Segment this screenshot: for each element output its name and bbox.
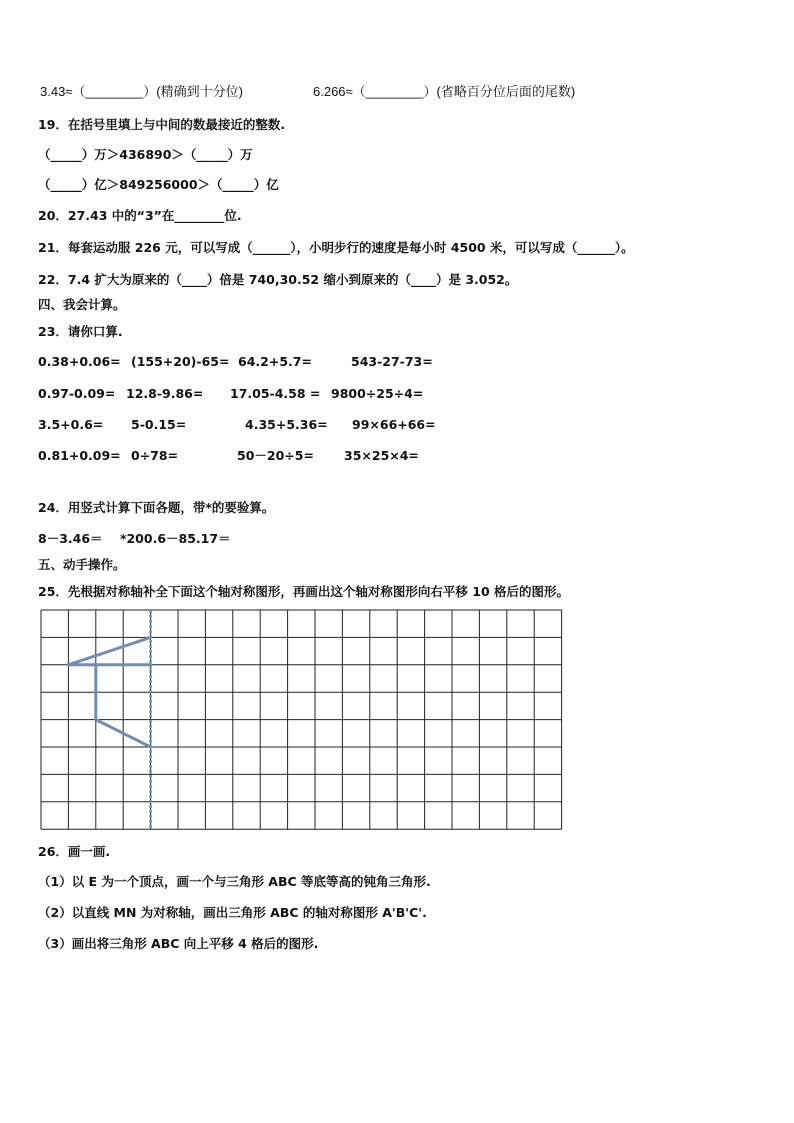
calc-r4-c4: 35×25×4= — [344, 448, 419, 463]
calc-r1-c3: 64.2+5.7= — [238, 354, 312, 369]
calc-r1-c1: 0.38+0.06= — [38, 354, 121, 369]
calc-r2-c4: 9800÷25÷4= — [331, 386, 424, 401]
question-26-item-2: （2）以直线 MN 为对称轴，画出三角形 ABC 的轴对称图形 A'B'C'. — [38, 905, 427, 920]
section-4-heading: 四、我会计算。 — [38, 297, 126, 312]
calc-r4-c3: 50－20÷5= — [237, 448, 314, 463]
question-24-title: 24．用竖式计算下面各题，带*的要验算。 — [38, 500, 275, 515]
calc-r3-c3: 4.35+5.36= — [245, 417, 328, 432]
calc-r3-c4: 99×66+66= — [352, 417, 436, 432]
question-26-item-3: （3）画出将三角形 ABC 向上平移 4 格后的图形. — [38, 936, 319, 951]
question-22: 22．7.4 扩大为原来的（____）倍是 740,30.52 缩小到原来的（____）是 3.052。 — [38, 272, 518, 287]
round-hundredths-question: 6.266≈（________）(省略百分位后面的尾数) — [313, 84, 576, 99]
section-5-heading: 五、动手操作。 — [38, 557, 126, 572]
question-23-title: 23．请你口算. — [38, 324, 123, 339]
calc-r2-c3: 17.05-4.58 = — [230, 386, 321, 401]
question-26-item-1: （1）以 E 为一个顶点，画一个与三角形 ABC 等底等高的钝角三角形. — [38, 874, 431, 889]
round-tenths-question: 3.43≈（________）(精确到十分位) — [40, 84, 243, 99]
question-20: 20．27.43 中的“3”在________位. — [38, 208, 242, 223]
question-25-title: 25．先根据对称轴补全下面这个轴对称图形，再画出这个轴对称图形向右平移 10 格后的图形。 — [38, 584, 569, 599]
question-19-line-1: （_____）万＞436890＞（_____）万 — [38, 147, 253, 162]
calc-r4-c1: 0.81+0.09= — [38, 448, 121, 463]
calc-r3-c1: 3.5+0.6= — [38, 417, 104, 432]
calc-r1-c2: (155+20)-65= — [131, 354, 230, 369]
calc-r2-c2: 12.8-9.86= — [126, 386, 204, 401]
calc-r1-c4: 543-27-73= — [351, 354, 433, 369]
question-26-title: 26．画一画. — [38, 844, 111, 859]
half-shape-segment — [68, 637, 150, 664]
calc-r3-c2: 5-0.15= — [131, 417, 187, 432]
question-19-title: 19．在括号里填上与中间的数最接近的整数. — [38, 117, 286, 132]
question-19-line-2: （_____）亿＞849256000＞（_____）亿 — [38, 177, 279, 192]
question-21: 21．每套运动服 226 元，可以写成（______），小明步行的速度是每小时 4500 米，可以写成（______）。 — [38, 240, 634, 255]
calc-r2-c1: 0.97-0.09= — [38, 386, 116, 401]
question-24-problems: 8－3.46＝ *200.6－85.17＝ — [38, 531, 231, 546]
calc-r4-c2: 0÷78= — [131, 448, 179, 463]
